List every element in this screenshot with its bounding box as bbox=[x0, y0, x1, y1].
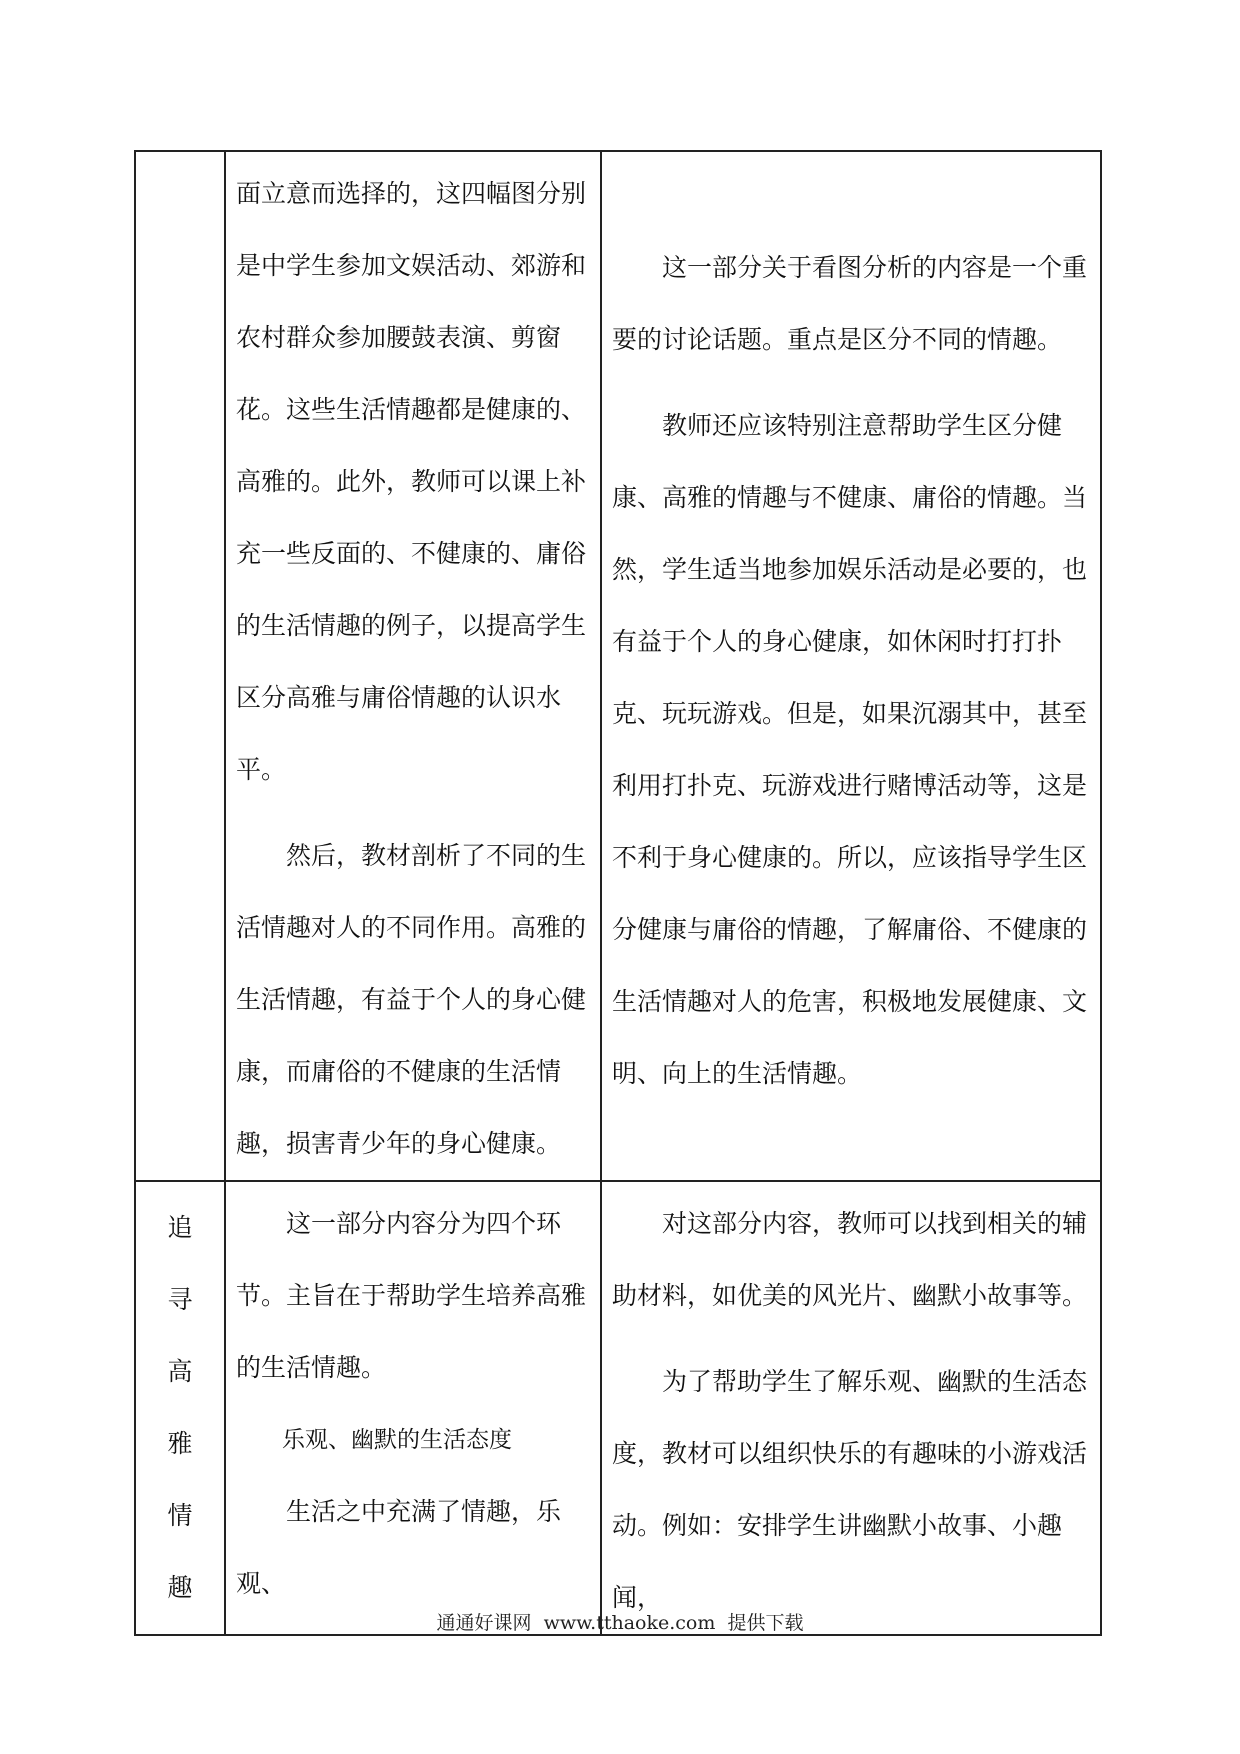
table-row bbox=[135, 1181, 1101, 1635]
guidance-paragraph: 这一部分关于看图分析的内容是一个重要的讨论话题。重点是区分不同的情趣。 bbox=[612, 253, 1088, 354]
topic-cell bbox=[135, 151, 225, 1181]
guidance-paragraph: 为了帮助学生了解乐观、幽默的生活态度，教材可以组织快乐的有趣味的小游戏活动。例如：安排学生讲幽默小故事、小趣闻， bbox=[612, 1367, 1088, 1612]
subsection-heading: 乐观、幽默的生活态度 bbox=[282, 1427, 512, 1453]
section-title bbox=[136, 1182, 224, 1624]
content-cell bbox=[225, 151, 601, 1181]
lesson-table bbox=[134, 150, 1102, 1636]
guidance-cell bbox=[601, 151, 1101, 1181]
page-footer: 通通好课网 www.tthaoke.com 提供下载 bbox=[436, 1612, 804, 1634]
content-paragraph: 生活之中充满了情趣，乐观、 bbox=[236, 1497, 562, 1598]
table-row bbox=[135, 151, 1101, 1181]
content-cell bbox=[225, 1181, 601, 1635]
title-char: 追 bbox=[167, 1213, 193, 1242]
title-char: 雅 bbox=[167, 1429, 193, 1458]
content-paragraph: 然后，教材剖析了不同的生活情趣对人的不同作用。高雅的生活情趣，有益于个人的身心健康，而庸俗的不健康的生活情趣，损害青少年的身心健康。 bbox=[236, 841, 587, 1158]
title-char: 寻 bbox=[167, 1285, 193, 1314]
title-char: 趣 bbox=[167, 1573, 193, 1602]
title-char: 情 bbox=[167, 1501, 193, 1530]
guidance-paragraph: 对这部分内容，教师可以找到相关的辅助材料，如优美的风光片、幽默小故事等。 bbox=[612, 1209, 1088, 1310]
topic-cell bbox=[135, 1181, 225, 1635]
guidance-cell bbox=[601, 1181, 1101, 1635]
title-char: 高 bbox=[167, 1357, 193, 1386]
guidance-paragraph: 教师还应该特别注意帮助学生区分健康、高雅的情趣与不健康、庸俗的情趣。当然，学生适当地参加娱乐活动是必要的，也有益于个人的身心健康，如休闲时打打扑克、玩玩游戏。但是，如果沉溺其中，甚至利用打扑克、玩游戏进行赌博活动等，这是不利于身心健康的。所以，应该指导学生区分健康与庸俗的情趣，了解庸俗、不健康的生活情趣对人的危害，积极地发展健康、文明、向上的生活情趣。 bbox=[612, 411, 1088, 1088]
content-paragraph: 面立意而选择的，这四幅图分别是中学生参加文娱活动、郊游和农村群众参加腰鼓表演、剪窗花。这些生活情趣都是健康的、高雅的。此外，教师可以课上补充一些反面的、不健康的、庸俗的生活情趣的例子，以提高学生区分高雅与庸俗情趣的认识水平。 bbox=[236, 179, 587, 784]
content-paragraph: 这一部分内容分为四个环节。主旨在于帮助学生培养高雅的生活情趣。 bbox=[236, 1209, 587, 1382]
